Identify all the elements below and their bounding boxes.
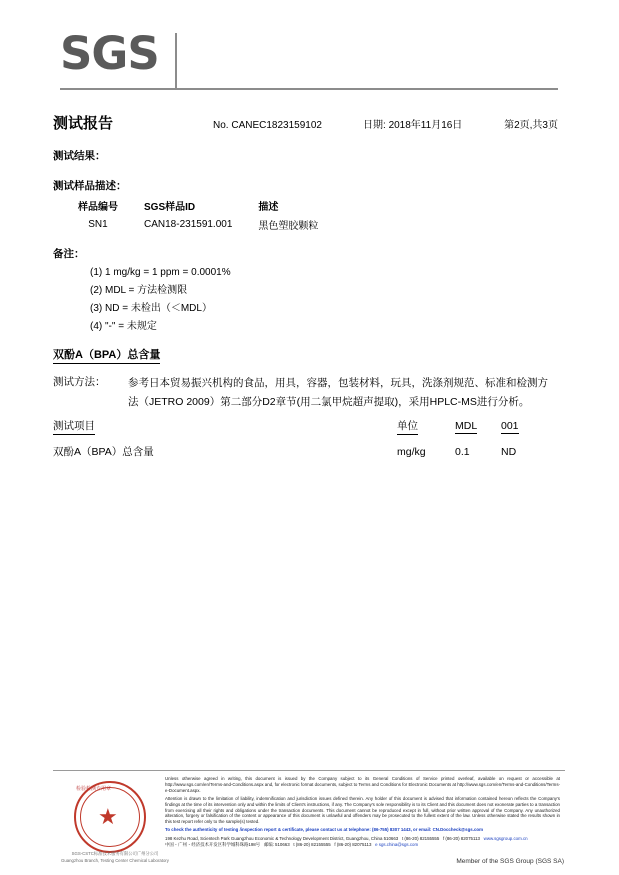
report-number-value: CANEC1823159102 (231, 120, 322, 131)
sgs-logo-text: SGS (60, 27, 159, 80)
results-col-mdl-label: MDL (455, 419, 478, 432)
results-unit-value: mg/kg (397, 445, 426, 458)
sample-no-value: SN1 (88, 219, 108, 230)
results-col-sample001-label: 001 (501, 419, 519, 432)
results-table-wrap (53, 418, 553, 459)
footer-tel-cn: t (86-20) 82155555 (293, 842, 331, 848)
official-stamp (60, 778, 169, 863)
stamp-caption-line-cn: SGS-CSTC标准技术服务有限公司广州分公司 (71, 851, 159, 856)
legal-paragraph: Unless otherwise agreed in writing, this document is issued by the Company subject to its General Conditions of Service printed overleaf, available on request or accessible at http://www.sgs.com/en/Terms-and-Conditions.aspx and, for electronic format documents, subject to Terms and Conditions for Electronic Documents at http://www.sgs.com/en/Terms-and-Conditions/Terms-e-Document.aspx. (165, 776, 560, 793)
results-col-sample001 (501, 418, 553, 438)
sample-desc-value: 黑色塑胶颗粒 (258, 221, 319, 232)
sample-col-no: 样品编号 (78, 202, 118, 213)
note-item: (4) "-" = 未规定 (90, 321, 157, 332)
footer-web-en[interactable]: www.sgsgroup.com.cn (483, 836, 528, 841)
footer-member-text: Member of the SGS Group (SGS SA) (456, 858, 564, 865)
page-indicator: 第2页,共3页 (504, 120, 558, 131)
page-title: 测试报告 (53, 115, 114, 132)
sample-table-header-row (78, 198, 344, 217)
sample-id-value: CAN18-231591.001 (144, 219, 233, 230)
report-number-label: No. (213, 120, 229, 131)
footer-tel-en: t (86-20) 82155555 (401, 836, 440, 841)
title-row (53, 112, 558, 133)
footer-contact (165, 836, 565, 849)
table-row (53, 438, 553, 459)
note-item: (3) ND = 未检出（＜MDL） (90, 303, 212, 314)
footer-address-cn: 中国・广州・经济技术开发区科学城科珠路198号 (165, 842, 261, 848)
sgs-logo (60, 27, 180, 88)
footer-fax-en: f (86-20) 82075113 (442, 836, 480, 841)
report-date-label: 日期: (363, 120, 386, 131)
report-date-value: 2018年11月16日 (388, 120, 463, 131)
footer-contact-cn (165, 842, 565, 848)
footer-fax-cn: f (86-20) 82075113 (334, 842, 372, 848)
sample-description-label: 测试样品描述： (53, 180, 127, 192)
table-row (78, 217, 344, 232)
sample-col-id: SGS样品ID (144, 202, 196, 213)
results-col-unit-label: 单位 (397, 418, 418, 435)
test-method-label: 测试方法： (53, 376, 106, 388)
results-col-unit (397, 418, 455, 438)
sample-table (78, 198, 344, 232)
report-date (363, 116, 483, 131)
results-header-row (53, 418, 553, 438)
results-col-mdl (455, 418, 501, 438)
results-table (53, 418, 553, 459)
star-icon: ★ (98, 804, 118, 829)
sample-col-desc: 描述 (258, 202, 279, 213)
footer-rule (53, 770, 565, 771)
results-col-item-label: 测试项目 (53, 418, 95, 435)
footer-address-en: 198 Kezhu Road, Scientech Park Guangzhou Economic & Technology Development District, Guangzhou, China 510663 (165, 836, 399, 841)
note-item: (1) 1 mg/kg = 1 ppm = 0.0001% (90, 267, 231, 278)
results-sample001-value: ND (501, 445, 517, 458)
note-item: (2) MDL = 方法检测限 (90, 285, 188, 296)
header-rule (60, 88, 558, 90)
legal-verify-text[interactable]: To check the authenticity of testing /inspection report & certificate, please contact us at telephone: (86-755) 8307 1443, or email: CN.Doccheck@sgs.com (165, 827, 483, 833)
stamp-caption (60, 850, 170, 864)
logo-divider-tick (175, 33, 177, 89)
footer-postcode-cn: 邮编: 510663 (263, 842, 290, 848)
results-item-value: 双酚A（BPA）总含量 (53, 446, 154, 458)
legal-attention: Attention is drawn to the limitation of liability, indemnification and jurisdiction issues defined therein. Any holder of this document is advised that information contained hereon reflects the Company's findings at the time of its intervention only and within the limits of Client's instructions, if any. The Company's sole responsibility is to its Client and this document does not exonerate parties to a transaction from exercising all their rights and obligations under the transaction documents. This document cannot be reproduced except in full, without prior written approval of the Company. Any unauthorized alteration, forgery or falsification of the content or appearance of this document is unlawful and offenders may be prosecuted to the fullest extent of the law. Unless otherwise stated the results shown in this test report refer only to the sample(s) tested. (165, 795, 560, 825)
footer-legal-text (165, 776, 560, 833)
report-number (213, 120, 363, 131)
results-mdl-value: 0.1 (455, 445, 470, 458)
remark-notes (90, 264, 231, 336)
results-col-item (53, 418, 397, 438)
section-heading-bpa: 双酚A（BPA）总含量 (53, 346, 160, 364)
test-results-label: 测试结果： (53, 150, 106, 162)
stamp-caption-line-en: Guangzhou Branch, Testing Center Chemical Laboratory (61, 858, 169, 863)
test-method-text: 参考日本贸易振兴机构的食品，用具，容器，包装材料，玩具，洗涤剂规范、标准和检测方法（JETRO 2009）第二部分D2章节(用二氯甲烷超声提取)，采用HPLC-MS进行分析。 (128, 377, 548, 408)
remark-label: 备注： (53, 248, 85, 260)
footer-email-cn[interactable]: e sgs.china@sgs.com (375, 842, 419, 848)
stamp-inner-text: 检验检测专用章 (76, 786, 112, 792)
